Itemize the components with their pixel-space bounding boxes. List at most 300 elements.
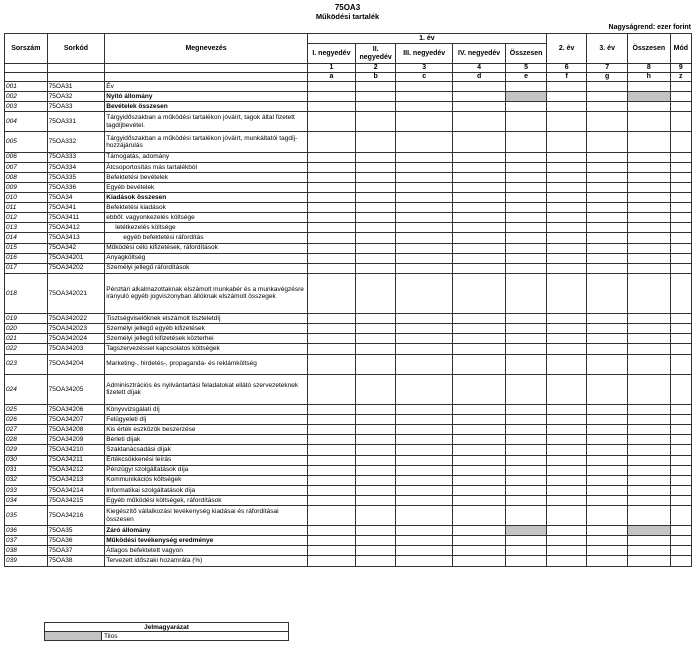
- value-cell[interactable]: [452, 92, 505, 102]
- value-cell[interactable]: [670, 213, 691, 223]
- value-cell[interactable]: [355, 455, 396, 465]
- value-cell[interactable]: [307, 485, 355, 495]
- value-cell[interactable]: [355, 132, 396, 152]
- value-cell[interactable]: [355, 273, 396, 313]
- value-cell[interactable]: [546, 425, 587, 435]
- value-cell[interactable]: [627, 546, 670, 556]
- value-cell[interactable]: [452, 233, 505, 243]
- value-cell[interactable]: [396, 415, 453, 425]
- value-cell[interactable]: [670, 546, 691, 556]
- value-cell[interactable]: [452, 526, 505, 536]
- value-cell[interactable]: [627, 263, 670, 273]
- value-cell[interactable]: [627, 273, 670, 313]
- value-cell[interactable]: [627, 223, 670, 233]
- value-cell[interactable]: [506, 435, 547, 445]
- value-cell[interactable]: [452, 455, 505, 465]
- value-cell[interactable]: [355, 324, 396, 334]
- value-cell[interactable]: [587, 273, 628, 313]
- value-cell[interactable]: [355, 354, 396, 374]
- value-cell[interactable]: [355, 263, 396, 273]
- value-cell[interactable]: [546, 415, 587, 425]
- value-cell[interactable]: [355, 253, 396, 263]
- value-cell[interactable]: [307, 415, 355, 425]
- value-cell[interactable]: [307, 425, 355, 435]
- value-cell[interactable]: [506, 213, 547, 223]
- value-cell[interactable]: [546, 162, 587, 172]
- value-cell[interactable]: [452, 314, 505, 324]
- value-cell[interactable]: [627, 344, 670, 354]
- value-cell[interactable]: [452, 273, 505, 313]
- value-cell[interactable]: [506, 475, 547, 485]
- value-cell[interactable]: [587, 536, 628, 546]
- value-cell[interactable]: [546, 152, 587, 162]
- value-cell[interactable]: [506, 354, 547, 374]
- value-cell[interactable]: [670, 223, 691, 233]
- value-cell[interactable]: [546, 505, 587, 525]
- value-cell[interactable]: [452, 536, 505, 546]
- value-cell[interactable]: [452, 334, 505, 344]
- value-cell[interactable]: [307, 344, 355, 354]
- value-cell[interactable]: [452, 182, 505, 192]
- value-cell[interactable]: [587, 546, 628, 556]
- value-cell[interactable]: [587, 132, 628, 152]
- value-cell[interactable]: [546, 495, 587, 505]
- value-cell[interactable]: [546, 536, 587, 546]
- value-cell[interactable]: [587, 495, 628, 505]
- value-cell[interactable]: [307, 92, 355, 102]
- value-cell[interactable]: [396, 405, 453, 415]
- value-cell[interactable]: [587, 203, 628, 213]
- value-cell[interactable]: [452, 495, 505, 505]
- value-cell[interactable]: [396, 82, 453, 92]
- value-cell[interactable]: [452, 213, 505, 223]
- value-cell[interactable]: [452, 203, 505, 213]
- value-cell[interactable]: [355, 465, 396, 475]
- value-cell[interactable]: [396, 92, 453, 102]
- value-cell[interactable]: [452, 82, 505, 92]
- value-cell[interactable]: [396, 273, 453, 313]
- value-cell[interactable]: [670, 92, 691, 102]
- value-cell[interactable]: [396, 193, 453, 203]
- value-cell[interactable]: [307, 243, 355, 253]
- value-cell[interactable]: [506, 263, 547, 273]
- value-cell[interactable]: [452, 546, 505, 556]
- value-cell[interactable]: [627, 182, 670, 192]
- value-cell[interactable]: [355, 334, 396, 344]
- value-cell[interactable]: [452, 223, 505, 233]
- value-cell[interactable]: [627, 455, 670, 465]
- value-cell[interactable]: [670, 485, 691, 495]
- value-cell[interactable]: [546, 526, 587, 536]
- value-cell[interactable]: [452, 253, 505, 263]
- value-cell[interactable]: [670, 82, 691, 92]
- value-cell[interactable]: [670, 263, 691, 273]
- value-cell[interactable]: [396, 425, 453, 435]
- value-cell[interactable]: [355, 526, 396, 536]
- value-cell[interactable]: [587, 425, 628, 435]
- value-cell[interactable]: [307, 435, 355, 445]
- value-cell[interactable]: [587, 112, 628, 132]
- value-cell[interactable]: [396, 344, 453, 354]
- value-cell[interactable]: [396, 243, 453, 253]
- value-cell[interactable]: [396, 203, 453, 213]
- value-cell[interactable]: [307, 102, 355, 112]
- value-cell[interactable]: [546, 556, 587, 566]
- value-cell[interactable]: [396, 263, 453, 273]
- value-cell[interactable]: [670, 495, 691, 505]
- value-cell[interactable]: [587, 263, 628, 273]
- value-cell[interactable]: [627, 102, 670, 112]
- value-cell[interactable]: [355, 374, 396, 404]
- value-cell[interactable]: [587, 445, 628, 455]
- value-cell[interactable]: [546, 435, 587, 445]
- value-cell[interactable]: [546, 203, 587, 213]
- value-cell[interactable]: [355, 425, 396, 435]
- value-cell[interactable]: [355, 223, 396, 233]
- value-cell[interactable]: [355, 193, 396, 203]
- value-cell[interactable]: [355, 445, 396, 455]
- value-cell[interactable]: [546, 132, 587, 152]
- value-cell[interactable]: [506, 324, 547, 334]
- value-cell[interactable]: [452, 425, 505, 435]
- value-cell[interactable]: [670, 354, 691, 374]
- value-cell[interactable]: [546, 193, 587, 203]
- value-cell[interactable]: [670, 556, 691, 566]
- value-cell[interactable]: [307, 495, 355, 505]
- value-cell[interactable]: [452, 263, 505, 273]
- value-cell[interactable]: [670, 324, 691, 334]
- value-cell[interactable]: [546, 354, 587, 374]
- value-cell[interactable]: [670, 455, 691, 465]
- value-cell[interactable]: [587, 233, 628, 243]
- value-cell[interactable]: [670, 162, 691, 172]
- value-cell[interactable]: [587, 314, 628, 324]
- value-cell[interactable]: [670, 233, 691, 243]
- value-cell[interactable]: [587, 505, 628, 525]
- value-cell[interactable]: [307, 273, 355, 313]
- value-cell[interactable]: [355, 475, 396, 485]
- value-cell[interactable]: [670, 425, 691, 435]
- value-cell[interactable]: [587, 152, 628, 162]
- value-cell[interactable]: [627, 203, 670, 213]
- value-cell[interactable]: [587, 475, 628, 485]
- value-cell[interactable]: [670, 253, 691, 263]
- value-cell[interactable]: [307, 314, 355, 324]
- value-cell[interactable]: [587, 465, 628, 475]
- value-cell[interactable]: [307, 475, 355, 485]
- value-cell[interactable]: [506, 102, 547, 112]
- value-cell[interactable]: [546, 102, 587, 112]
- value-cell[interactable]: [307, 193, 355, 203]
- value-cell[interactable]: [627, 243, 670, 253]
- value-cell[interactable]: [587, 405, 628, 415]
- value-cell[interactable]: [546, 233, 587, 243]
- value-cell[interactable]: [587, 102, 628, 112]
- value-cell[interactable]: [587, 455, 628, 465]
- value-cell[interactable]: [452, 243, 505, 253]
- value-cell[interactable]: [355, 546, 396, 556]
- value-cell[interactable]: [355, 112, 396, 132]
- value-cell[interactable]: [506, 526, 547, 536]
- value-cell[interactable]: [307, 546, 355, 556]
- value-cell[interactable]: [506, 505, 547, 525]
- value-cell[interactable]: [452, 465, 505, 475]
- value-cell[interactable]: [506, 465, 547, 475]
- value-cell[interactable]: [627, 253, 670, 263]
- value-cell[interactable]: [670, 112, 691, 132]
- value-cell[interactable]: [396, 172, 453, 182]
- value-cell[interactable]: [546, 112, 587, 132]
- value-cell[interactable]: [627, 475, 670, 485]
- value-cell[interactable]: [396, 536, 453, 546]
- value-cell[interactable]: [506, 546, 547, 556]
- value-cell[interactable]: [627, 505, 670, 525]
- value-cell[interactable]: [670, 344, 691, 354]
- value-cell[interactable]: [546, 263, 587, 273]
- value-cell[interactable]: [587, 374, 628, 404]
- value-cell[interactable]: [506, 556, 547, 566]
- value-cell[interactable]: [307, 132, 355, 152]
- value-cell[interactable]: [396, 485, 453, 495]
- value-cell[interactable]: [546, 485, 587, 495]
- value-cell[interactable]: [670, 334, 691, 344]
- value-cell[interactable]: [355, 233, 396, 243]
- value-cell[interactable]: [506, 485, 547, 495]
- value-cell[interactable]: [670, 465, 691, 475]
- value-cell[interactable]: [355, 92, 396, 102]
- value-cell[interactable]: [587, 556, 628, 566]
- value-cell[interactable]: [355, 162, 396, 172]
- value-cell[interactable]: [627, 435, 670, 445]
- value-cell[interactable]: [452, 435, 505, 445]
- value-cell[interactable]: [396, 324, 453, 334]
- value-cell[interactable]: [307, 112, 355, 132]
- value-cell[interactable]: [627, 132, 670, 152]
- value-cell[interactable]: [396, 445, 453, 455]
- value-cell[interactable]: [307, 324, 355, 334]
- value-cell[interactable]: [506, 193, 547, 203]
- value-cell[interactable]: [670, 152, 691, 162]
- value-cell[interactable]: [396, 455, 453, 465]
- value-cell[interactable]: [627, 233, 670, 243]
- value-cell[interactable]: [452, 485, 505, 495]
- value-cell[interactable]: [587, 182, 628, 192]
- value-cell[interactable]: [546, 314, 587, 324]
- value-cell[interactable]: [396, 182, 453, 192]
- value-cell[interactable]: [587, 354, 628, 374]
- value-cell[interactable]: [546, 273, 587, 313]
- value-cell[interactable]: [506, 415, 547, 425]
- value-cell[interactable]: [396, 546, 453, 556]
- value-cell[interactable]: [307, 536, 355, 546]
- value-cell[interactable]: [307, 172, 355, 182]
- value-cell[interactable]: [587, 213, 628, 223]
- value-cell[interactable]: [587, 415, 628, 425]
- value-cell[interactable]: [627, 445, 670, 455]
- value-cell[interactable]: [452, 132, 505, 152]
- value-cell[interactable]: [307, 334, 355, 344]
- value-cell[interactable]: [546, 546, 587, 556]
- value-cell[interactable]: [307, 233, 355, 243]
- value-cell[interactable]: [627, 465, 670, 475]
- value-cell[interactable]: [452, 324, 505, 334]
- value-cell[interactable]: [546, 92, 587, 102]
- value-cell[interactable]: [670, 172, 691, 182]
- value-cell[interactable]: [396, 213, 453, 223]
- value-cell[interactable]: [355, 82, 396, 92]
- value-cell[interactable]: [355, 182, 396, 192]
- value-cell[interactable]: [355, 505, 396, 525]
- value-cell[interactable]: [506, 536, 547, 546]
- value-cell[interactable]: [506, 82, 547, 92]
- value-cell[interactable]: [546, 334, 587, 344]
- value-cell[interactable]: [452, 354, 505, 374]
- value-cell[interactable]: [587, 334, 628, 344]
- value-cell[interactable]: [355, 213, 396, 223]
- value-cell[interactable]: [396, 132, 453, 152]
- value-cell[interactable]: [670, 203, 691, 213]
- value-cell[interactable]: [670, 435, 691, 445]
- value-cell[interactable]: [355, 314, 396, 324]
- value-cell[interactable]: [307, 213, 355, 223]
- value-cell[interactable]: [506, 92, 547, 102]
- value-cell[interactable]: [452, 162, 505, 172]
- value-cell[interactable]: [396, 253, 453, 263]
- value-cell[interactable]: [587, 162, 628, 172]
- value-cell[interactable]: [627, 82, 670, 92]
- value-cell[interactable]: [546, 465, 587, 475]
- value-cell[interactable]: [307, 445, 355, 455]
- value-cell[interactable]: [587, 253, 628, 263]
- value-cell[interactable]: [355, 172, 396, 182]
- value-cell[interactable]: [587, 485, 628, 495]
- value-cell[interactable]: [307, 374, 355, 404]
- value-cell[interactable]: [355, 203, 396, 213]
- value-cell[interactable]: [670, 243, 691, 253]
- value-cell[interactable]: [627, 152, 670, 162]
- value-cell[interactable]: [506, 223, 547, 233]
- value-cell[interactable]: [546, 455, 587, 465]
- value-cell[interactable]: [452, 475, 505, 485]
- value-cell[interactable]: [627, 193, 670, 203]
- value-cell[interactable]: [670, 526, 691, 536]
- value-cell[interactable]: [506, 172, 547, 182]
- value-cell[interactable]: [355, 415, 396, 425]
- value-cell[interactable]: [307, 182, 355, 192]
- value-cell[interactable]: [307, 253, 355, 263]
- value-cell[interactable]: [670, 193, 691, 203]
- value-cell[interactable]: [307, 223, 355, 233]
- value-cell[interactable]: [587, 193, 628, 203]
- value-cell[interactable]: [396, 102, 453, 112]
- value-cell[interactable]: [546, 475, 587, 485]
- value-cell[interactable]: [396, 354, 453, 374]
- value-cell[interactable]: [307, 82, 355, 92]
- value-cell[interactable]: [355, 536, 396, 546]
- value-cell[interactable]: [396, 475, 453, 485]
- value-cell[interactable]: [396, 112, 453, 132]
- value-cell[interactable]: [670, 445, 691, 455]
- value-cell[interactable]: [355, 344, 396, 354]
- value-cell[interactable]: [355, 243, 396, 253]
- value-cell[interactable]: [355, 495, 396, 505]
- value-cell[interactable]: [307, 152, 355, 162]
- value-cell[interactable]: [627, 526, 670, 536]
- value-cell[interactable]: [506, 162, 547, 172]
- value-cell[interactable]: [670, 314, 691, 324]
- value-cell[interactable]: [587, 435, 628, 445]
- value-cell[interactable]: [506, 425, 547, 435]
- value-cell[interactable]: [546, 445, 587, 455]
- value-cell[interactable]: [307, 162, 355, 172]
- value-cell[interactable]: [452, 505, 505, 525]
- value-cell[interactable]: [506, 112, 547, 132]
- value-cell[interactable]: [670, 505, 691, 525]
- value-cell[interactable]: [506, 374, 547, 404]
- value-cell[interactable]: [627, 415, 670, 425]
- value-cell[interactable]: [670, 132, 691, 152]
- value-cell[interactable]: [396, 334, 453, 344]
- value-cell[interactable]: [396, 233, 453, 243]
- value-cell[interactable]: [452, 405, 505, 415]
- value-cell[interactable]: [396, 495, 453, 505]
- value-cell[interactable]: [307, 405, 355, 415]
- value-cell[interactable]: [452, 374, 505, 404]
- value-cell[interactable]: [307, 526, 355, 536]
- value-cell[interactable]: [627, 485, 670, 495]
- value-cell[interactable]: [307, 505, 355, 525]
- value-cell[interactable]: [355, 405, 396, 415]
- value-cell[interactable]: [627, 354, 670, 374]
- value-cell[interactable]: [506, 253, 547, 263]
- value-cell[interactable]: [627, 162, 670, 172]
- value-cell[interactable]: [670, 182, 691, 192]
- value-cell[interactable]: [355, 152, 396, 162]
- value-cell[interactable]: [587, 92, 628, 102]
- value-cell[interactable]: [452, 415, 505, 425]
- value-cell[interactable]: [506, 243, 547, 253]
- value-cell[interactable]: [452, 193, 505, 203]
- value-cell[interactable]: [546, 223, 587, 233]
- value-cell[interactable]: [396, 162, 453, 172]
- value-cell[interactable]: [396, 526, 453, 536]
- value-cell[interactable]: [506, 445, 547, 455]
- value-cell[interactable]: [396, 556, 453, 566]
- value-cell[interactable]: [627, 425, 670, 435]
- value-cell[interactable]: [506, 495, 547, 505]
- value-cell[interactable]: [587, 526, 628, 536]
- value-cell[interactable]: [452, 172, 505, 182]
- value-cell[interactable]: [670, 273, 691, 313]
- value-cell[interactable]: [307, 556, 355, 566]
- value-cell[interactable]: [506, 344, 547, 354]
- value-cell[interactable]: [546, 405, 587, 415]
- value-cell[interactable]: [355, 435, 396, 445]
- value-cell[interactable]: [452, 112, 505, 132]
- value-cell[interactable]: [627, 556, 670, 566]
- value-cell[interactable]: [627, 112, 670, 132]
- value-cell[interactable]: [396, 435, 453, 445]
- value-cell[interactable]: [670, 536, 691, 546]
- value-cell[interactable]: [670, 415, 691, 425]
- value-cell[interactable]: [627, 405, 670, 415]
- value-cell[interactable]: [307, 263, 355, 273]
- value-cell[interactable]: [546, 243, 587, 253]
- value-cell[interactable]: [627, 536, 670, 546]
- value-cell[interactable]: [627, 172, 670, 182]
- value-cell[interactable]: [355, 102, 396, 112]
- value-cell[interactable]: [452, 152, 505, 162]
